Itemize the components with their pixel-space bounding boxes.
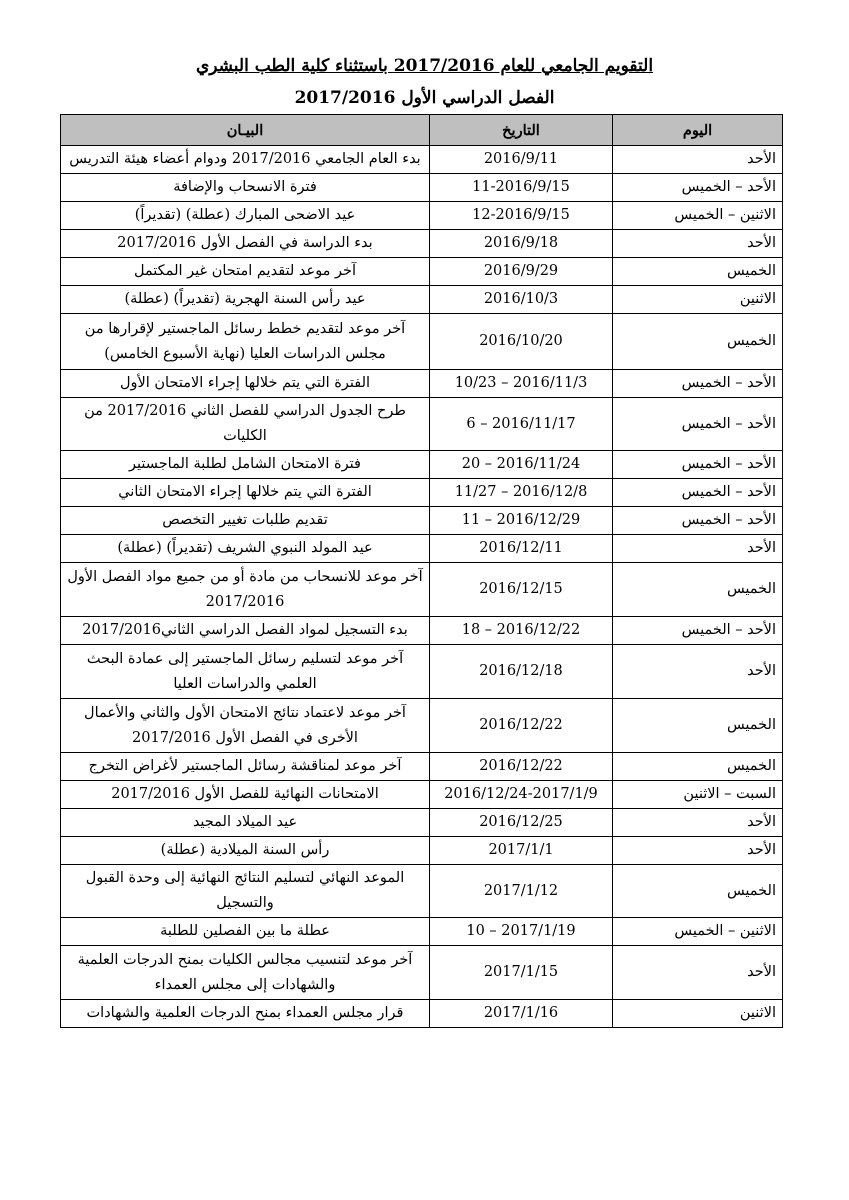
- row-description: عيد الميلاد المجيد: [61, 809, 430, 837]
- row-description: آخر موعد لتقديم خطط رسائل الماجستير لإقرارها من مجلس الدراسات العليا (نهاية الأسبوع الخامس): [61, 314, 430, 370]
- table-row: [61, 314, 783, 370]
- row-day: السبت – الاثنين: [613, 781, 783, 809]
- row-day: الاثنين – الخميس: [613, 918, 783, 946]
- header-statement: البيـان: [61, 115, 430, 146]
- table-row: [61, 146, 783, 174]
- row-date: 2016/9/29: [430, 258, 613, 286]
- row-day: الاثنين: [613, 286, 783, 314]
- row-description: الامتحانات النهائية للفصل الأول 2017/2016: [61, 781, 430, 809]
- row-description: آخر موعد للانسحاب من مادة أو من جميع مواد الفصل الأول 2017/2016: [61, 563, 430, 617]
- row-description: آخر موعد لاعتماد نتائج الامتحان الأول والثاني والأعمال الأخرى في الفصل الأول 2017/2016: [61, 699, 430, 753]
- row-description: آخر موعد لمناقشة رسائل الماجستير لأغراض التخرج: [61, 753, 430, 781]
- row-day: الخميس: [613, 314, 783, 370]
- row-description: قرار مجلس العمداء بمنح الدرجات العلمية والشهادات: [61, 1000, 430, 1028]
- row-date: 2016/9/11: [430, 146, 613, 174]
- table-row: [61, 479, 783, 507]
- row-day: الأحد: [613, 146, 783, 174]
- row-date: 2016/12/15: [430, 563, 613, 617]
- table-row: [61, 507, 783, 535]
- row-description: الفترة التي يتم خلالها إجراء الامتحان الأول: [61, 370, 430, 398]
- row-date: 11/27 – 2016/12/8: [430, 479, 613, 507]
- header-day: اليوم: [613, 115, 783, 146]
- row-day: الأحد: [613, 809, 783, 837]
- row-description: الموعد النهائي لتسليم النتائج النهائية إلى وحدة القبول والتسجيل: [61, 865, 430, 918]
- row-day: الخميس: [613, 258, 783, 286]
- table-row: [61, 398, 783, 451]
- row-date: 20 – 2016/11/24: [430, 451, 613, 479]
- row-day: الأحد – الخميس: [613, 451, 783, 479]
- row-description: عيد المولد النبوي الشريف (تقديراً) (عطلة): [61, 535, 430, 563]
- row-date: 2016/12/25: [430, 809, 613, 837]
- table-row: [61, 753, 783, 781]
- row-day: الأحد: [613, 837, 783, 865]
- row-date: 2017/1/15: [430, 946, 613, 1000]
- row-date: 2017/1/16: [430, 1000, 613, 1028]
- table-row: [61, 1000, 783, 1028]
- table-row: [61, 865, 783, 918]
- calendar-table: [60, 114, 783, 1028]
- row-description: طرح الجدول الدراسي للفصل الثاني 2017/2016 من الكليات: [61, 398, 430, 451]
- row-day: الاثنين: [613, 1000, 783, 1028]
- row-description: آخر موعد لتقديم امتحان غير المكتمل: [61, 258, 430, 286]
- row-date: 11-2016/9/15: [430, 174, 613, 202]
- table-row: [61, 946, 783, 1000]
- table-body: [61, 146, 783, 1028]
- row-description: الفترة التي يتم خلالها إجراء الامتحان الثاني: [61, 479, 430, 507]
- row-description: بدء التسجيل لمواد الفصل الدراسي الثاني2017/2016: [61, 617, 430, 645]
- row-date: 18 – 2016/12/22: [430, 617, 613, 645]
- table-row: [61, 370, 783, 398]
- row-day: الأحد – الخميس: [613, 398, 783, 451]
- table-row: [61, 174, 783, 202]
- table-row: [61, 258, 783, 286]
- table-row: [61, 451, 783, 479]
- row-description: فترة الانسحاب والإضافة: [61, 174, 430, 202]
- row-description: عيد الاضحى المبارك (عطلة) (تقديراً): [61, 202, 430, 230]
- row-description: بدء العام الجامعي 2017/2016 ودوام أعضاء هيئة التدريس: [61, 146, 430, 174]
- row-description: بدء الدراسة في الفصل الأول 2017/2016: [61, 230, 430, 258]
- row-description: عيد رأس السنة الهجرية (تقديراً) (عطلة): [61, 286, 430, 314]
- row-day: الأحد: [613, 946, 783, 1000]
- row-date: 2016/10/3: [430, 286, 613, 314]
- row-description: آخر موعد لتسليم رسائل الماجستير إلى عمادة البحث العلمي والدراسات العليا: [61, 645, 430, 699]
- header-date: التاريخ: [430, 115, 613, 146]
- row-description: فترة الامتحان الشامل لطلبة الماجستير: [61, 451, 430, 479]
- table-row: [61, 918, 783, 946]
- row-description: آخر موعد لتنسيب مجالس الكليات بمنح الدرجات العلمية والشهادات إلى مجلس العمداء: [61, 946, 430, 1000]
- table-row: [61, 809, 783, 837]
- row-day: الأحد: [613, 645, 783, 699]
- row-day: الأحد: [613, 535, 783, 563]
- row-date: 2016/12/11: [430, 535, 613, 563]
- row-date: 2017/1/1: [430, 837, 613, 865]
- document-title: التقويم الجامعي للعام 2017/2016 باستثناء كلية الطب البشري: [195, 56, 654, 76]
- row-date: 2016/10/20: [430, 314, 613, 370]
- table-row: [61, 699, 783, 753]
- row-day: الأحد – الخميس: [613, 507, 783, 535]
- row-day: الأحد – الخميس: [613, 617, 783, 645]
- row-date: 2017/1/12: [430, 865, 613, 918]
- row-day: الخميس: [613, 753, 783, 781]
- semester-title: الفصل الدراسي الأول 2017/2016: [294, 88, 555, 108]
- table-row: [61, 781, 783, 809]
- row-date: 12-2016/9/15: [430, 202, 613, 230]
- row-date: 2016/9/18: [430, 230, 613, 258]
- table-row: [61, 617, 783, 645]
- table-row: [61, 535, 783, 563]
- row-day: الخميس: [613, 563, 783, 617]
- row-date: 2016/12/24-2017/1/9: [430, 781, 613, 809]
- table-row: [61, 563, 783, 617]
- row-date: 10/23 – 2016/11/3: [430, 370, 613, 398]
- table-row: [61, 286, 783, 314]
- row-day: الأحد – الخميس: [613, 174, 783, 202]
- row-day: الأحد – الخميس: [613, 479, 783, 507]
- table-row: [61, 837, 783, 865]
- row-date: 6 – 2016/11/17: [430, 398, 613, 451]
- row-day: الخميس: [613, 699, 783, 753]
- row-description: عطلة ما بين الفصلين للطلبة: [61, 918, 430, 946]
- row-day: الأحد: [613, 230, 783, 258]
- table-row: [61, 645, 783, 699]
- row-day: الاثنين – الخميس: [613, 202, 783, 230]
- row-day: الأحد – الخميس: [613, 370, 783, 398]
- table-header-row: [61, 115, 783, 146]
- row-date: 10 – 2017/1/19: [430, 918, 613, 946]
- row-date: 2016/12/18: [430, 645, 613, 699]
- table-row: [61, 202, 783, 230]
- row-day: الخميس: [613, 865, 783, 918]
- row-description: رأس السنة الميلادية (عطلة): [61, 837, 430, 865]
- row-date: 11 – 2016/12/29: [430, 507, 613, 535]
- row-date: 2016/12/22: [430, 699, 613, 753]
- table-row: [61, 230, 783, 258]
- row-date: 2016/12/22: [430, 753, 613, 781]
- row-description: تقديم طلبات تغيير التخصص: [61, 507, 430, 535]
